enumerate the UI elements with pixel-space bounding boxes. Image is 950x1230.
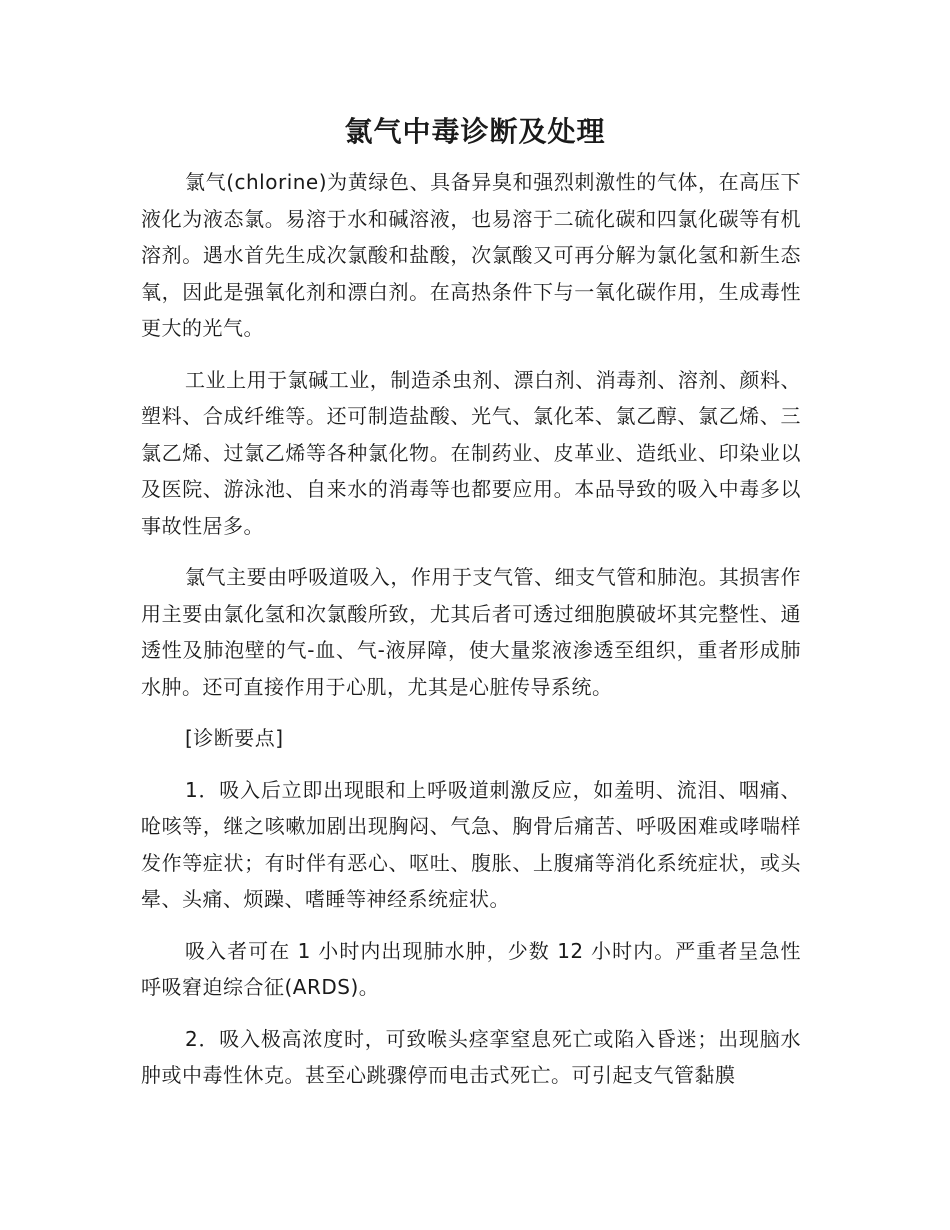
paragraph-mechanism: 氯气主要由呼吸道吸入，作用于支气管、细支气管和肺泡。其损害作用主要由氯化氢和次氯酸所致，尤其后者可透过细胞膜破坏其完整性、通透性及肺泡壁的气-血、气-液屏障，使大量浆液渗透至组织，重者形成肺水肿。还可直接作用于心肌，尤其是心脏传导系统。	[141, 565, 801, 699]
paragraph-chlorine-properties: 氯气(chlorine)为黄绿色、具备异臭和强烈刺激性的气体，在高压下液化为液态氯。易溶于水和碱溶液，也易溶于二硫化碳和四氯化碳等有机溶剂。遇水首先生成次氯酸和盐酸，次氯酸又可再分解为氯化氢和新生态氧，因此是强氧化剂和漂白剂。在高热条件下与一氧化碳作用，生成毒性更大的光气。	[141, 170, 801, 340]
document-body	[141, 164, 801, 1109]
paragraph-industrial-use: 工业上用于氯碱工业，制造杀虫剂、漂白剂、消毒剂、溶剂、颜料、塑料、合成纤维等。还可制造盐酸、光气、氯化苯、氯乙醇、氯乙烯、三氯乙烯、过氯乙烯等各种氯化物。在制药业、皮革业、造纸业、印染业以及医院、游泳池、自来水的消毒等也都要应用。本品导致的吸入中毒多以事故性居多。	[141, 367, 801, 538]
section-heading-diagnosis: [诊断要点]	[185, 726, 284, 750]
paragraph-diagnosis-point-2: 2．吸入极高浓度时，可致喉头痉挛窒息死亡或陷入昏迷；出现脑水肿或中毒性休克。甚至心跳骤停而电击式死亡。可引起支气管黏膜	[141, 1026, 801, 1087]
document-title: 氯气中毒诊断及处理	[344, 115, 606, 148]
paragraph-diagnosis-point-1: 1．吸入后立即出现眼和上呼吸道刺激反应，如羞明、流泪、咽痛、呛咳等，继之咳嗽加剧出现胸闷、气急、胸骨后痛苦、呼吸困难或哮喘样发作等症状；有时伴有恶心、呕吐、腹胀、上腹痛等消化系统症状，或头晕、头痛、烦躁、嗜睡等神经系统症状。	[141, 777, 801, 911]
paragraph-pulmonary-edema: 吸入者可在 1 小时内出现肺水肿，少数 12 小时内。严重者呈急性呼吸窘迫综合征(ARDS)。	[141, 938, 801, 999]
